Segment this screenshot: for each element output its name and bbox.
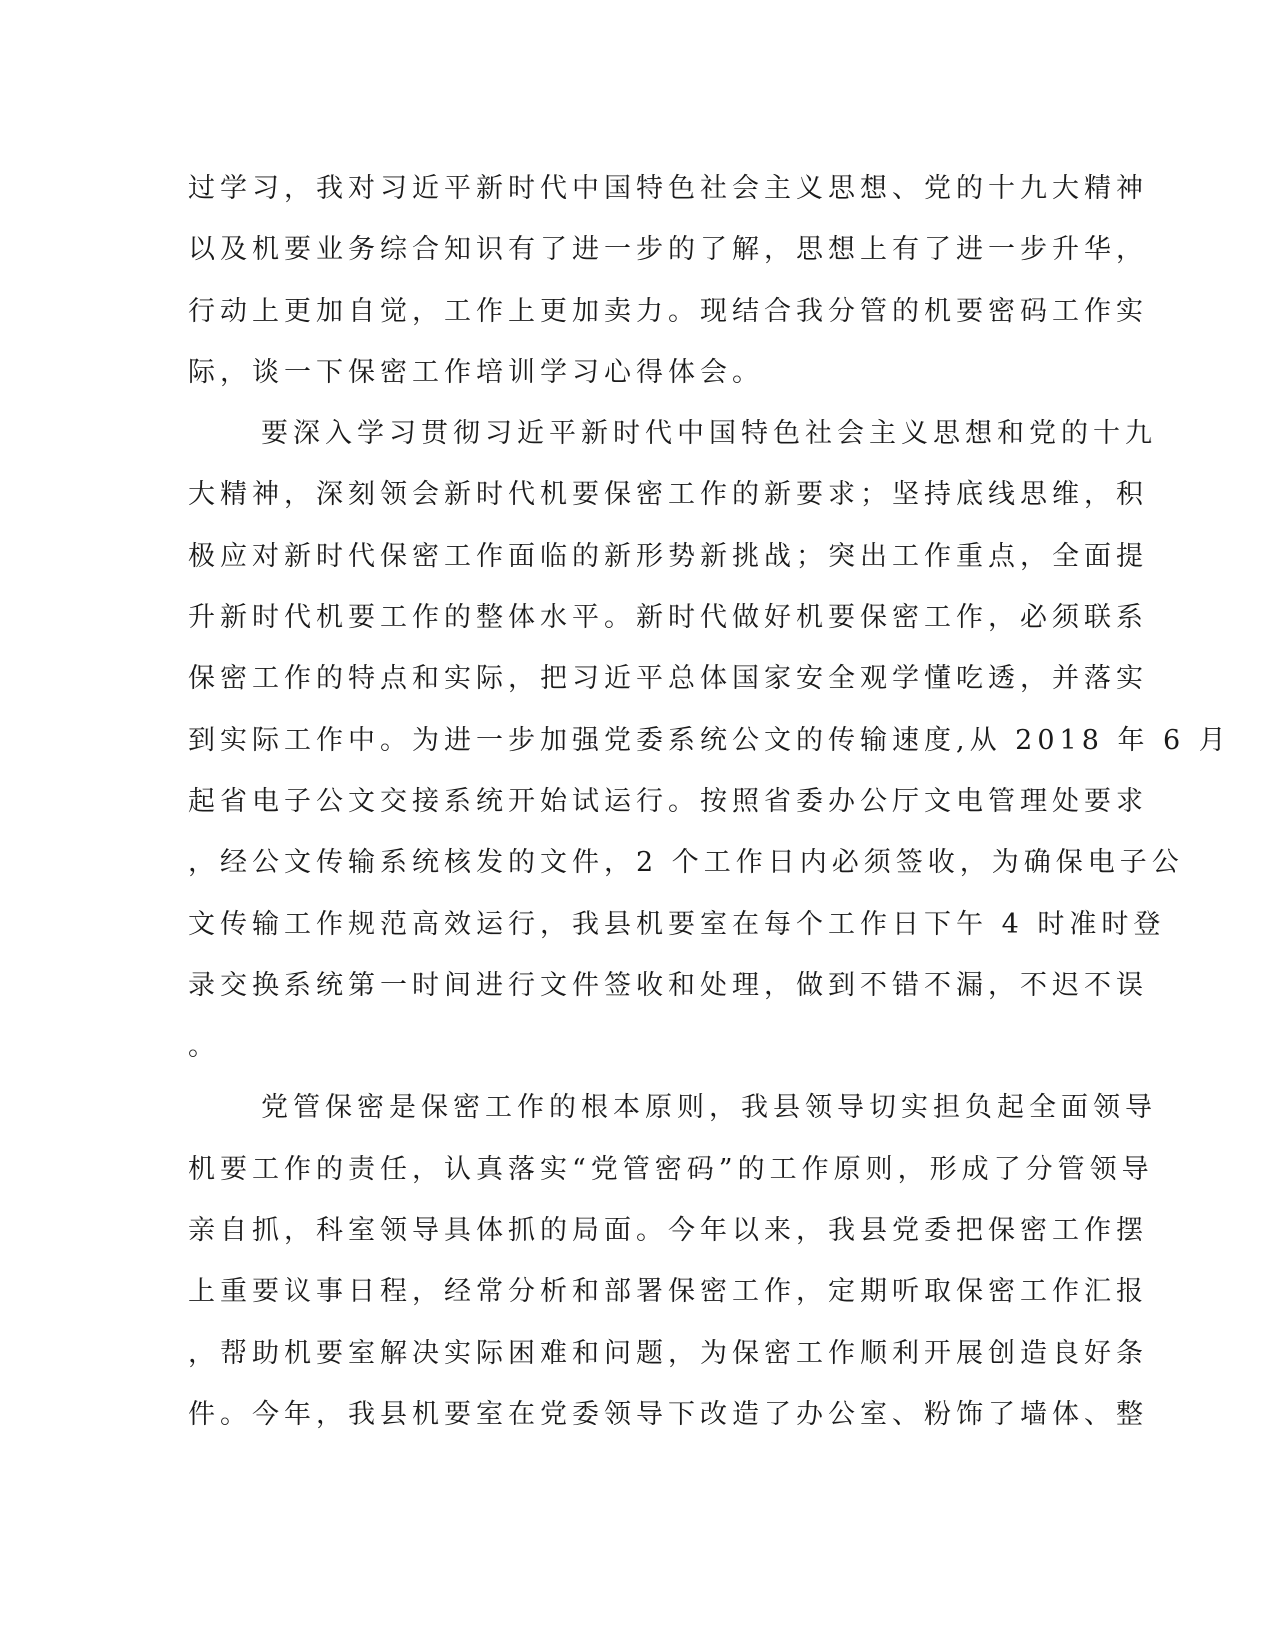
- text-line: 上重要议事日程，经常分析和部署保密工作，定期听取保密工作汇报: [188, 1276, 1148, 1308]
- text-line: 到实际工作中。为进一步加强党委系统公文的传输速度,从 2018 年 6 月: [188, 724, 1231, 756]
- text-line: ，帮助机要室解决实际困难和问题，为保密工作顺利开展创造良好条: [188, 1337, 1148, 1369]
- text-line: 机要工作的责任，认真落实“党管密码”的工作原则，形成了分管领导: [188, 1153, 1154, 1185]
- text-line: 升新时代机要工作的整体水平。新时代做好机要保密工作，必须联系: [188, 602, 1148, 634]
- text-line: 以及机要业务综合知识有了进一步的了解，思想上有了进一步升华，: [188, 234, 1148, 266]
- text-line: 。: [188, 1031, 220, 1063]
- text-line: 际，谈一下保密工作培训学习心得体会。: [188, 356, 764, 388]
- text-line: 录交换系统第一时间进行文件签收和处理，做到不错不漏，不迟不误: [188, 969, 1148, 1001]
- text-line: 大精神，深刻领会新时代机要保密工作的新要求；坚持底线思维，积: [188, 479, 1148, 511]
- text-line: ，经公文传输系统核发的文件，2 个工作日内必须签收，为确保电子公: [188, 847, 1184, 879]
- text-line: 起省电子公文交接系统开始试运行。按照省委办公厅文电管理处要求: [188, 785, 1148, 817]
- document-body: [188, 158, 1231, 1445]
- paragraph-first-line: 党管保密是保密工作的根本原则，我县领导切实担负起全面领导: [261, 1092, 1157, 1124]
- text-line: 保密工作的特点和实际，把习近平总体国家安全观学懂吃透，并落实: [188, 663, 1148, 695]
- text-line: 行动上更加自觉，工作上更加卖力。现结合我分管的机要密码工作实: [188, 295, 1148, 327]
- text-line: 文传输工作规范高效运行，我县机要室在每个工作日下午 4 时准时登: [188, 908, 1166, 940]
- paragraph-first-line: 要深入学习贯彻习近平新时代中国特色社会主义思想和党的十九: [261, 418, 1157, 450]
- text-line: 过学习，我对习近平新时代中国特色社会主义思想、党的十九大精神: [188, 173, 1148, 204]
- text-line: 亲自抓，科室领导具体抓的局面。今年以来，我县党委把保密工作摆: [188, 1215, 1148, 1247]
- text-line: 件。今年，我县机要室在党委领导下改造了办公室、粉饰了墙体、整: [188, 1398, 1148, 1430]
- text-line: 极应对新时代保密工作面临的新形势新挑战；突出工作重点，全面提: [188, 540, 1148, 572]
